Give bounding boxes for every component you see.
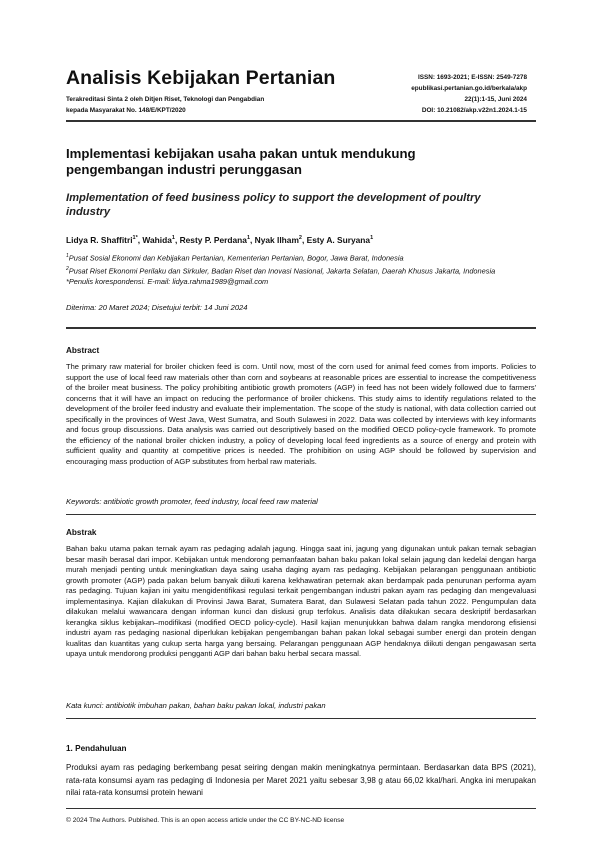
author-affiliation-mark: 1 bbox=[370, 235, 374, 242]
license-footer: © 2024 The Authors. Published. This is an open access article under the CC BY-NC-ND license bbox=[66, 817, 345, 824]
affiliation-mark: 1 bbox=[66, 253, 69, 259]
author-affiliation-mark: 1* bbox=[132, 235, 138, 242]
affiliation-mark: 2 bbox=[66, 266, 69, 273]
author-name: Wahida bbox=[142, 235, 172, 245]
journal-meta bbox=[411, 72, 527, 116]
article-title-english: Implementation of feed business policy to support the development of poultry industry bbox=[66, 192, 481, 218]
header-divider bbox=[66, 120, 536, 122]
affiliation bbox=[66, 251, 536, 264]
corresponding-author: *Penulis korespondensi. E-mail: lidya.rahma1989@gmail.com bbox=[66, 277, 269, 287]
section-divider bbox=[66, 718, 536, 719]
accreditation-note bbox=[66, 94, 336, 116]
keywords: Keywords: antibiotic growth promoter, feed industry, local feed raw material bbox=[66, 497, 318, 506]
journal-title: Analisis Kebijakan Pertanian bbox=[66, 67, 336, 89]
article-title: Implementasi kebijakan usaha pakan untuk mendukung pengembangan industri perunggasan bbox=[66, 146, 416, 177]
doi-link[interactable]: DOI: 10.21082/akp.v22n1.2024.1-15 bbox=[421, 107, 527, 114]
journal-website-link[interactable]: epublikasi.pertanian.go.id/berkala/akp bbox=[411, 85, 527, 92]
abstract-text: The primary raw material for broiler chicken feed is corn. Until now, most of the corn used for animal feed comes from imports. Policies to support the use of local feed raw materials other than corn and soybeans at reasonable prices are essential to increase the competitiveness of the broiler meat business. The policy prohibiting antibiotic growth promoters (AGP) in feed has not been widely followed due to farmers' concerns that it will have an impact on reducing the performance of broiler chickens. This study aims to identify regulations related to the development of the broiler feed industry and evaluate their implementation. The scope of the study is national, with data collection carried out specifically in the provinces of West Java, West Sumatra, and South Sulawesi in 2022. Data was collected by interviews with key informants and focus group discussions. Data analysis was carried out descriptively based on the modified OECD policy-cycle framework. To promote the efficiency of the national broiler chicken industry, a policy of developing local feed ingredients as a source of energy and protein with sufficient quality and quantity at competitive prices is needed. The prohibition on using AGP should be followed by supervision and encouraging mass production of AGP substitutes from herbal raw materials. bbox=[66, 362, 536, 466]
kata-kunci: Kata kunci: antibiotik imbuhan pakan, bahan baku pakan lokal, industri pakan bbox=[66, 701, 326, 710]
affiliations bbox=[66, 251, 536, 288]
accreditation-line: Terakreditasi Sinta 2 oleh Ditjen Riset, Teknologi dan Pengabdian bbox=[66, 96, 265, 103]
abstrak-text: Bahan baku utama pakan ternak ayam ras pedaging adalah jagung. Hingga saat ini, jagung yang digunakan untuk pakan ternak sebagian besar masih berasal dari impor. Kebijakan untuk mendorong pemanfaatan bahan baku pakan lokal selain jagung dan kedelai dengan harga murah menjadi penting untuk meningkatkan daya saing usaha daging ayam ras pedaging. Kebijakan pelarangan penggunaan antibiotic growth promoter (AGP) pada pakan belum banyak diikuti karena kekhawatiran peternak akan berdampak pada penurunan performa ayam ras pedaging. Tujuan kajian ini yaitu mengidentifikasi regulasi terkait pengembangan industri pakan ayam ras pedaging dan mengevaluasi implementasinya. Kajian dilakukan di Provinsi Jawa Barat, Sumatera Barat, dan Sulawesi Selatan pada tahun 2022. Pengumpulan data dilakukan melalui wawancara dengan informan kunci dan diskusi grup terfokus. Analisis data dilakukan secara deskriptif berdasarkan kerangka siklus kebijakan–modifikasi (modified OECD policy-cycle). Hasil kajian menunjukkan bahwa dalam rangka mendorong efisiensi industri ayam ras pedaging nasional diperlukan kebijakan pengembangan bahan pakan lokal sebagai sumber energi dan protein dengan kualitas dan kuantitas yang cukup serta harga yang bersaing. Pelarangan penggunaan AGP hendaknya diikuti dengan pengawasan serta upaya untuk mendorong produksi pengganti AGP dari bahan baku herbal secara massal. bbox=[66, 544, 536, 658]
author-list: Lidya R. Shaffitri$^{1*}$, Wahida$^1$, Resty P. Perdana$^1$, Nyak Ilham$^2$, Esty A. Suryana$^1$ bbox=[66, 235, 374, 245]
introduction-text: Produksi ayam ras pedaging berkembang pesat seiring dengan makin meningkatnya permintaan. Berdasarkan data BPS (2021), rata-rata konsumsi ayam ras pedaging di Indonesia per Maret 2021 yaitu sebesar 3,98 g atau 66,02 kkal/hari. Angka ini merupakan nilai rata-rata konsumsi protein hewani bbox=[66, 763, 536, 798]
author-name: Esty A. Suryana bbox=[306, 235, 371, 245]
author-name: Resty P. Perdana bbox=[179, 235, 247, 245]
abstract-heading: Abstract bbox=[66, 346, 100, 355]
accreditation-line: kepada Masyarakat No. 148/E/KPT/2020 bbox=[66, 107, 186, 114]
author-affiliation-mark: 1 bbox=[246, 235, 251, 242]
affiliation bbox=[66, 264, 536, 277]
issue-info: 22(1):1-15, Juni 2024 bbox=[464, 96, 527, 103]
author-name: Lidya R. Shaffitri bbox=[66, 235, 133, 245]
author-affiliation-mark: 2 bbox=[298, 235, 302, 242]
footer-divider bbox=[66, 808, 536, 809]
issn: ISSN: 1693-2021; E-ISSN: 2549-7278 bbox=[417, 74, 527, 81]
section-divider bbox=[66, 327, 536, 329]
affiliation-text: Pusat Riset Ekonomi Perilaku dan Sirkuler, Badan Riset dan Inovasi Nasional, Jakarta Selatan, Daerah Khusus Jakarta, Indonesia bbox=[68, 266, 496, 276]
affiliation-text: Pusat Sosial Ekonomi dan Kebijakan Pertanian, Kementerian Pertanian, Bogor, Jawa Barat, Indonesia bbox=[68, 253, 404, 263]
section-divider bbox=[66, 514, 536, 515]
author-name: Nyak Ilham bbox=[254, 235, 299, 245]
author-affiliation-mark: 1 bbox=[171, 235, 175, 242]
article-dates: Diterima: 20 Maret 2024; Disetujui terbit: 14 Juni 2024 bbox=[66, 303, 248, 312]
abstrak-heading: Abstrak bbox=[66, 528, 97, 537]
introduction-heading: 1. Pendahuluan bbox=[66, 744, 127, 753]
